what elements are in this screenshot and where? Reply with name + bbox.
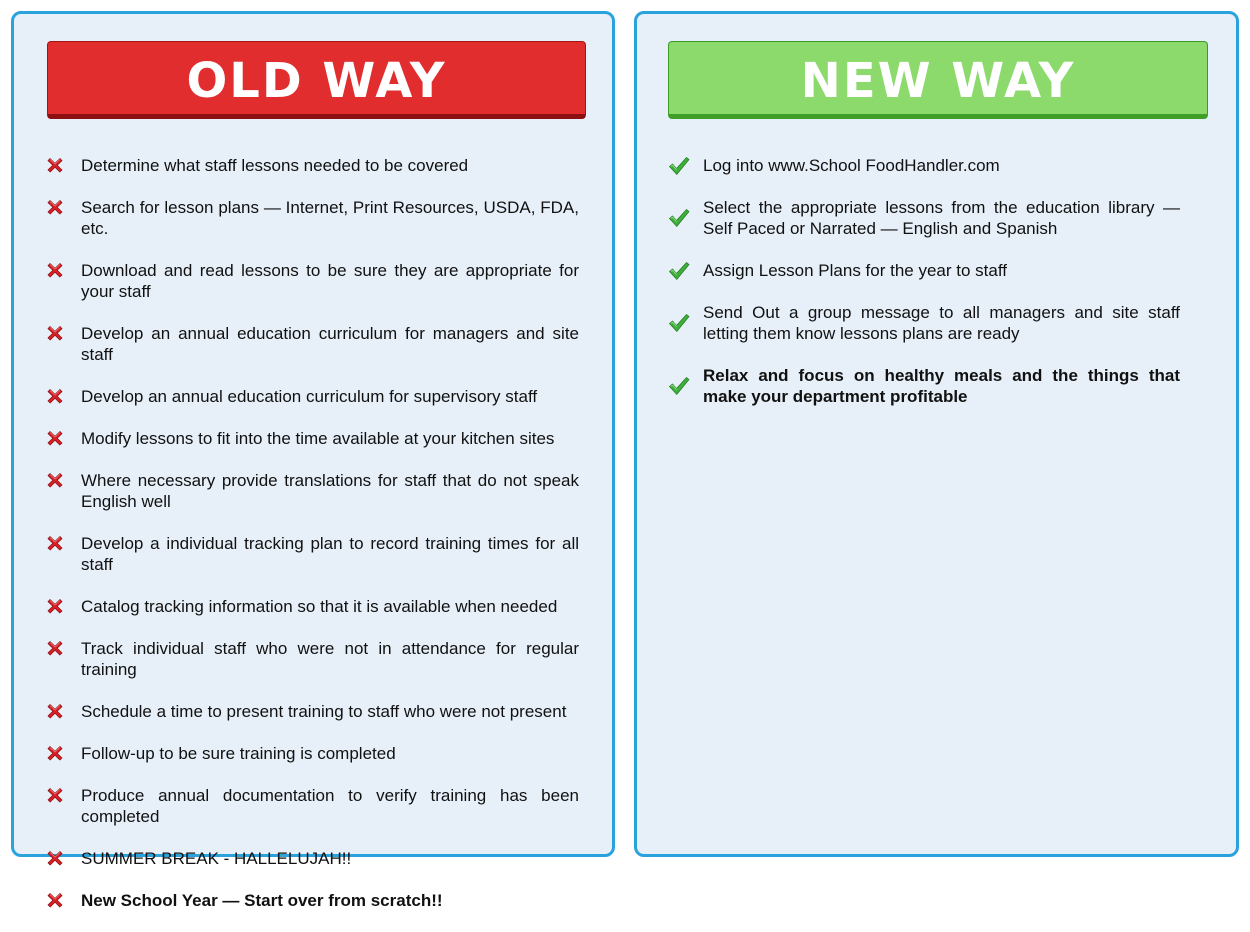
old-way-item-text: Track individual staff who were not in attendance for regular training [81, 639, 579, 679]
new-way-item-text: Assign Lesson Plans for the year to staff [703, 261, 1007, 280]
red-x-icon [47, 640, 63, 656]
new-way-item [668, 155, 1180, 176]
old-way-item-text: Modify lessons to fit into the time available at your kitchen sites [81, 429, 555, 448]
red-x-icon [47, 598, 63, 614]
red-x-icon [47, 472, 63, 488]
new-way-item [668, 197, 1180, 239]
green-check-icon [668, 376, 690, 396]
old-way-item [46, 428, 579, 449]
old-way-item [46, 785, 579, 827]
new-way-panel [634, 11, 1239, 857]
red-x-icon [47, 787, 63, 803]
new-way-item-text: Send Out a group message to all managers and site staff letting them know lessons plans are ready [703, 303, 1180, 343]
red-x-icon [47, 262, 63, 278]
green-check-icon [668, 313, 690, 333]
old-way-item [46, 596, 579, 617]
new-way-banner: NEW WAY [668, 41, 1208, 119]
old-way-banner: OLD WAY [47, 41, 586, 119]
old-way-item [46, 848, 579, 869]
new-way-item [668, 365, 1180, 407]
red-x-icon [47, 535, 63, 551]
old-way-item [46, 260, 579, 302]
old-way-item-text: Develop an annual education curriculum for managers and site staff [81, 324, 579, 364]
red-x-icon [47, 850, 63, 866]
old-way-item-text: New School Year — Start over from scratch!! [81, 891, 443, 910]
old-way-item [46, 890, 579, 911]
red-x-icon [47, 199, 63, 215]
old-way-item-text: Determine what staff lessons needed to be covered [81, 156, 469, 175]
green-check-icon [668, 261, 690, 281]
old-way-item-text: Develop a individual tracking plan to record training times for all staff [81, 534, 579, 574]
new-way-item-text: Log into www.School FoodHandler.com [703, 156, 1000, 175]
new-way-item [668, 260, 1180, 281]
red-x-icon [47, 703, 63, 719]
new-way-item [668, 302, 1180, 344]
old-way-list [46, 155, 579, 932]
old-way-item [46, 197, 579, 239]
new-way-list [668, 155, 1180, 428]
old-way-item-text: Schedule a time to present training to staff who were not present [81, 702, 567, 721]
old-way-item [46, 533, 579, 575]
red-x-icon [47, 745, 63, 761]
old-way-item-text: Develop an annual education curriculum for supervisory staff [81, 387, 538, 406]
old-way-item-text: Produce annual documentation to verify training has been completed [81, 786, 579, 826]
red-x-icon [47, 892, 63, 908]
old-way-item [46, 386, 579, 407]
red-x-icon [47, 157, 63, 173]
old-way-item-text: Download and read lessons to be sure they are appropriate for your staff [81, 261, 579, 301]
new-way-item-text: Relax and focus on healthy meals and the things that make your department profitable [703, 366, 1180, 406]
old-way-item-text: Search for lesson plans — Internet, Print Resources, USDA, FDA, etc. [81, 198, 579, 238]
red-x-icon [47, 325, 63, 341]
old-way-item [46, 155, 579, 176]
old-way-panel [11, 11, 615, 910]
old-way-item-text: Where necessary provide translations for staff that do not speak English well [81, 471, 579, 511]
old-way-item [46, 470, 579, 512]
old-way-item [46, 743, 579, 764]
old-way-item-text: Follow-up to be sure training is completed [81, 744, 396, 763]
old-way-item [46, 701, 579, 722]
red-x-icon [47, 430, 63, 446]
green-check-icon [668, 208, 690, 228]
old-way-item-text: Catalog tracking information so that it is available when needed [81, 597, 558, 616]
red-x-icon [47, 388, 63, 404]
old-way-item-text: SUMMER BREAK - HALLELUJAH!! [81, 849, 352, 868]
new-way-item-text: Select the appropriate lessons from the education library — Self Paced or Narrated — English and Spanish [703, 198, 1180, 238]
old-way-item [46, 638, 579, 680]
green-check-icon [668, 156, 690, 176]
old-way-item [46, 323, 579, 365]
